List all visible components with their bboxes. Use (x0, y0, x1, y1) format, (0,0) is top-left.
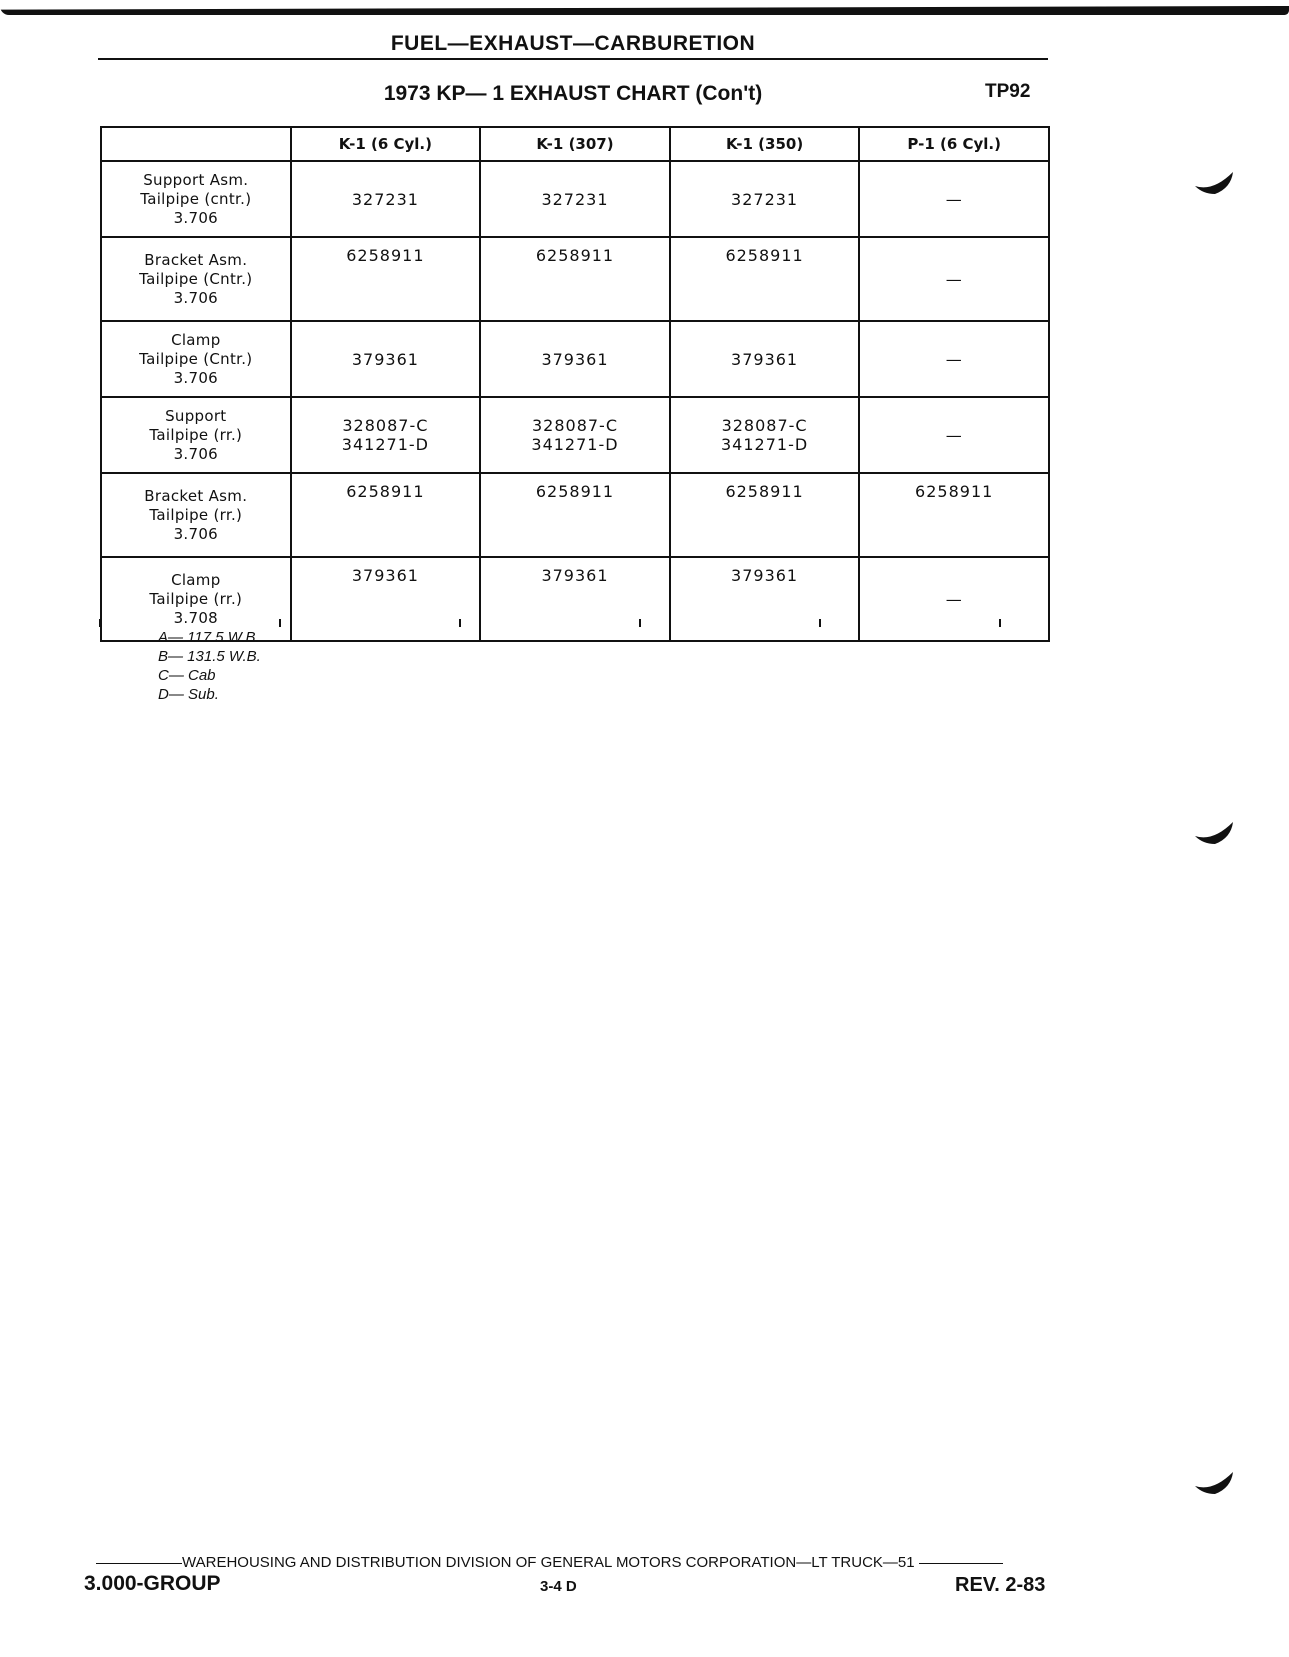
part-number: 6258911 (725, 482, 804, 501)
section-title: FUEL—EXHAUST—CARBURETION (390, 32, 756, 55)
part-number-cell (291, 321, 481, 397)
part-description-line: 3.706 (173, 444, 219, 463)
column-header-description (101, 127, 291, 161)
footnote: B— 131.5 W.B. (158, 648, 261, 665)
footer-dash (96, 1563, 182, 1564)
part-number: — (945, 269, 963, 289)
part-number: 379361 (351, 349, 419, 369)
table-tail-line (639, 619, 641, 627)
part-number-cell (859, 397, 1049, 473)
part-description-line: 3.706 (173, 368, 219, 387)
part-number: 328087-C (342, 416, 429, 435)
page-code: TP92 (985, 81, 1031, 102)
part-number-cell (291, 397, 481, 473)
table-header-row (101, 127, 1049, 161)
column-header: K-1 (350) (670, 127, 860, 161)
part-description (101, 473, 291, 557)
table-tail-line (279, 619, 281, 627)
part-number-cell (480, 473, 670, 557)
footnote: A— 117.5 W.B. (158, 629, 260, 646)
column-header: K-1 (307) (480, 127, 670, 161)
part-number: 328087-C (721, 416, 808, 435)
part-number-cell (480, 397, 670, 473)
binder-hole-mark (1193, 170, 1235, 196)
part-description (101, 161, 291, 237)
part-number: 341271-D (531, 435, 619, 454)
part-description (101, 397, 291, 473)
part-number: 6258911 (346, 482, 425, 501)
part-description-line: Tailpipe (rr.) (149, 425, 243, 444)
part-number: — (945, 589, 963, 609)
part-description-line: Tailpipe (Cntr.) (139, 349, 253, 368)
part-number-cell (859, 557, 1049, 641)
part-number: 6258911 (535, 482, 615, 501)
part-number-cell (480, 321, 670, 397)
part-number-cell (859, 161, 1049, 237)
exhaust-chart-table (100, 126, 1050, 642)
part-description-line: Bracket Asm. (144, 486, 248, 505)
title-divider (98, 58, 1048, 60)
footnotes (158, 628, 261, 704)
footer-dash (919, 1563, 1003, 1564)
part-description-line: 3.708 (173, 608, 219, 627)
part-number: — (945, 349, 963, 369)
table-row (101, 161, 1049, 237)
top-border-rule (0, 6, 1289, 15)
column-header: P-1 (6 Cyl.) (859, 127, 1049, 161)
part-description (101, 321, 291, 397)
table-tail-line (459, 619, 461, 627)
part-number-cell (670, 161, 860, 237)
table-tail-line (999, 619, 1001, 627)
table-body (101, 161, 1049, 641)
part-number-cell (670, 397, 860, 473)
part-number-cell (291, 237, 481, 321)
binder-hole-mark (1193, 1470, 1235, 1496)
group-label: 3.000-GROUP (84, 1572, 221, 1595)
part-description-line: 3.706 (173, 208, 219, 227)
part-number: 327231 (541, 189, 609, 209)
part-number-cell (670, 473, 860, 557)
part-number: 6258911 (915, 482, 994, 501)
part-number: 379361 (731, 349, 799, 369)
part-number-cell (291, 557, 481, 641)
part-description-line: Tailpipe (Cntr.) (139, 269, 253, 288)
part-number: 341271-D (720, 435, 809, 454)
part-number: 327231 (351, 189, 419, 209)
part-description-line: Tailpipe (rr.) (149, 589, 243, 608)
part-number-cell (480, 161, 670, 237)
part-number-cell (859, 237, 1049, 321)
part-description-line: Clamp (171, 570, 221, 589)
part-number-cell (670, 237, 860, 321)
part-number-cell (291, 473, 481, 557)
footer-distribution-text: WAREHOUSING AND DISTRIBUTION DIVISION OF GENERAL MOTORS CORPORATION—LT TRUCK—51 (182, 1554, 915, 1571)
part-description-line: 3.706 (173, 288, 219, 307)
footnote: D— Sub. (158, 686, 219, 703)
revision-label: REV. 2-83 (955, 1574, 1046, 1596)
part-number: 328087-C (531, 416, 618, 435)
part-description-line: Clamp (171, 330, 221, 349)
footnote: C— Cab (158, 667, 216, 684)
part-number: — (945, 425, 963, 445)
table-row (101, 237, 1049, 321)
part-number: 6258911 (535, 246, 615, 265)
part-number-cell (670, 557, 860, 641)
table-tail-line (819, 619, 821, 627)
table-row (101, 473, 1049, 557)
part-number: 379361 (731, 566, 799, 585)
part-number-cell (480, 557, 670, 641)
table-row (101, 321, 1049, 397)
part-number: 379361 (541, 566, 609, 585)
chart-title: 1973 KP— 1 EXHAUST CHART (Con't) (383, 82, 763, 105)
part-description-line: Support (165, 406, 227, 425)
part-number: — (945, 189, 963, 209)
part-description-line: Tailpipe (cntr.) (140, 189, 252, 208)
page-number: 3-4 D (540, 1578, 577, 1595)
part-description-line: Tailpipe (rr.) (149, 505, 243, 524)
column-header: K-1 (6 Cyl.) (291, 127, 481, 161)
binder-hole-mark (1193, 820, 1235, 846)
footer-distribution-line (96, 1554, 1056, 1571)
part-number-cell (480, 237, 670, 321)
part-description-line: 3.706 (173, 524, 219, 543)
part-description (101, 237, 291, 321)
part-number: 341271-D (341, 435, 429, 454)
part-number: 6258911 (725, 246, 804, 265)
part-number-cell (291, 161, 481, 237)
part-description-line: Support Asm. (143, 170, 249, 189)
part-number-cell (859, 473, 1049, 557)
table-row (101, 397, 1049, 473)
part-number-cell (670, 321, 860, 397)
part-number-cell (859, 321, 1049, 397)
part-description-line: Bracket Asm. (144, 250, 248, 269)
part-number: 327231 (731, 189, 799, 209)
table-tail-line (99, 619, 101, 627)
part-number: 6258911 (346, 246, 425, 265)
part-number: 379361 (351, 566, 419, 585)
part-number: 379361 (541, 349, 609, 369)
